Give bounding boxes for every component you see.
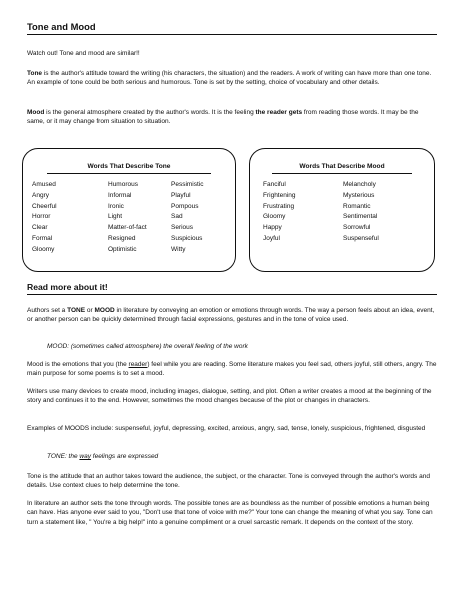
p1-text-a: Authors set a — [27, 307, 68, 314]
read-more-paragraph-6: In literature an author sets the tone through words. The possible tones are as boundless as the number of possible emotions a human being can have. Has anyone ever said to you, "Don't use that tone of voice with me?" Your tone can change the meaning of what you say. Tone can turn a statement like, " You're a big help!" into a genuine compliment or a cruel sarcastic remark. It depends on the context of the story. — [27, 500, 433, 526]
tone-word: Pessimistic — [171, 181, 204, 188]
read-more-paragraph-4: Examples of MOODS include: suspenseful, joyful, depressing, excited, anxious, angry, sad, tense, lonely, suspicious, frightened, disgusted — [27, 425, 426, 432]
tone-label-b: feelings are expressed — [90, 453, 159, 460]
mood-word: Suspenseful — [343, 234, 379, 242]
tone-word: Informal — [108, 191, 132, 199]
title-rule — [27, 34, 437, 35]
p1-mood-bold: MOOD — [94, 307, 115, 314]
tone-word: Suspicious — [171, 234, 203, 242]
read-more-heading: Read more about it! — [27, 282, 108, 292]
tone-word: Amused — [32, 181, 56, 188]
mood-word: Gloomy — [263, 213, 286, 221]
mood-word: Happy — [263, 224, 282, 232]
tone-words-box — [22, 148, 236, 272]
mood-box-divider — [272, 173, 412, 174]
title-block — [27, 21, 437, 35]
mood-words-col2 — [343, 180, 379, 245]
mood-word: Fanciful — [263, 181, 286, 188]
p1-text-e: in literature by conveying an emotion or emotions through words. The way a person feels about an idea, event, or another person can be quickly determined through facial expressions, gestures and in the tone of voice used. — [27, 307, 435, 324]
intro-text: Watch out! Tone and mood are similar!! — [27, 50, 140, 57]
mood-word: Romantic — [343, 202, 371, 210]
read-more-rule — [27, 294, 437, 295]
tone-word: Pompous — [171, 202, 199, 210]
tone-word: Serious — [171, 224, 194, 232]
tone-word: Light — [108, 213, 123, 221]
tone-term: Tone — [27, 70, 43, 77]
mood-box-title: Words That Describe Mood — [299, 163, 385, 170]
tone-label-underlined: way — [79, 453, 91, 460]
p1-tone-bold: TONE — [67, 307, 86, 314]
tone-label-a: TONE: the — [47, 453, 80, 460]
tone-word: Gloomy — [32, 245, 55, 253]
tone-words-col2 — [108, 180, 147, 256]
mood-definition-text-a: is the general atmosphere created by the author's words. It is the feeling — [44, 109, 256, 116]
tone-definition — [27, 69, 437, 88]
mood-words-col1 — [263, 180, 296, 245]
read-more-paragraph-5: Tone is the attitude that an author takes toward the audience, the subject, or the character. Tone is conveyed through the author's words and details. Use context clues to help determine the tone. — [27, 473, 430, 490]
tone-word: Horror — [32, 213, 51, 221]
tone-word: Ironic — [108, 202, 124, 210]
tone-word: Optimistic — [108, 245, 137, 253]
read-more-heading-block — [27, 282, 437, 295]
mood-word: Sorrowful — [343, 224, 371, 232]
mood-word: Joyful — [263, 234, 280, 242]
mood-word: Frustrating — [263, 202, 295, 210]
mood-words-box — [249, 148, 435, 272]
mood-definition-text-b: from reading those words. It may be the same, or it may change from situation to situation. — [27, 109, 419, 126]
tone-word: Witty — [171, 245, 186, 253]
tone-label — [47, 452, 437, 461]
read-more-paragraph-3: Writers use many devices to create mood, including images, dialogue, setting, and plot. Often a writer creates a mood at the beginning of the story and continues it to the end. However, sometimes the mood changes because of the plot or changes in characters. — [27, 388, 432, 405]
tone-definition-text: is the author's attitude toward the writing (his characters, the situation) and the readers. A work of writing can have more than one tone. An example of tone could be both serious and humorous. Tone is set by the setting, choice of vocabulary and other details. — [27, 70, 432, 87]
tone-word: Matter-of-fact — [108, 224, 147, 232]
page-title: Tone and Mood — [27, 21, 96, 32]
mood-definition-bold: the reader gets — [255, 109, 303, 116]
read-more-paragraph-1 — [27, 306, 437, 325]
tone-word: Playful — [171, 191, 191, 199]
p2-text-b: ) feel while you are reading. Some literature makes you feel sad, others joyful, still others, angry. The main purpose for some poems is to set a mood. — [27, 361, 437, 378]
tone-box-divider — [47, 173, 211, 174]
tone-word: Sad — [171, 213, 183, 221]
p2-reader-underlined: reader — [128, 361, 148, 368]
mood-word: Mysterious — [343, 191, 375, 199]
tone-words-col3 — [171, 180, 204, 256]
mood-label: MOOD: (sometimes called atmosphere) the overall feeling of the work — [47, 343, 248, 350]
tone-word: Clear — [32, 224, 48, 232]
p1-text-c: or — [85, 307, 95, 314]
mood-term: Mood — [27, 109, 45, 116]
tone-word: Resigned — [108, 234, 136, 242]
mood-word: Sentimental — [343, 213, 378, 221]
tone-word: Cheerful — [32, 202, 57, 210]
mood-word: Frightening — [263, 191, 296, 199]
tone-words-col1 — [32, 180, 57, 256]
read-more-paragraph-2 — [27, 360, 437, 379]
tone-word: Humorous — [108, 181, 138, 188]
tone-box-title: Words That Describe Tone — [87, 163, 171, 170]
p2-text-a: Mood is the emotions that you (the — [27, 361, 129, 368]
tone-word: Formal — [32, 234, 53, 242]
mood-definition — [27, 108, 437, 127]
tone-word: Angry — [32, 191, 49, 199]
mood-word: Melancholy — [343, 181, 376, 188]
